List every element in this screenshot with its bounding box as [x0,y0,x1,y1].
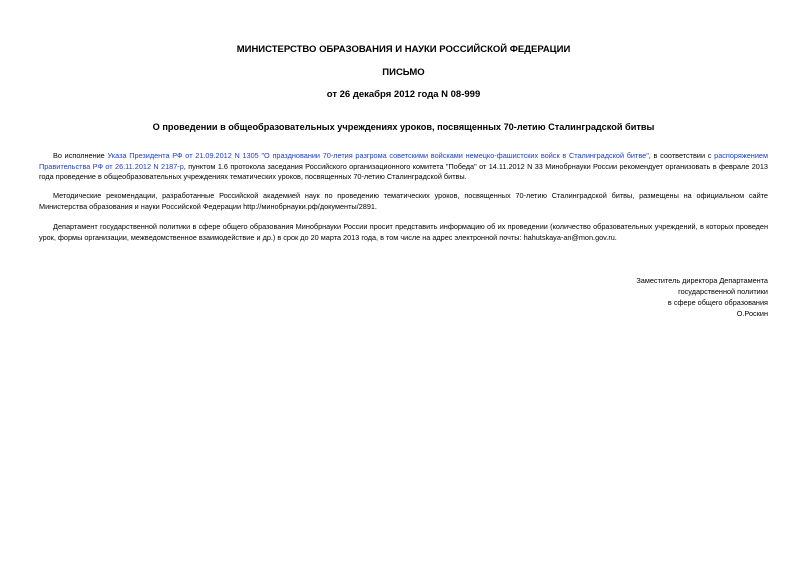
presidential-decree-link[interactable]: Указа Президента РФ от 21.09.2012 N 1305 "О праздновании 70-летия разгрома советскими войсками немецко-фашистских войск в Сталинградской битве" [107,151,649,160]
paragraph-1-text-a: Во исполнение [53,151,108,160]
document-type: ПИСЬМО [382,67,425,78]
signature-position-line-2: государственной политики [678,287,768,296]
paragraph-2: Методические рекомендации, разработанные Российской академией наук по проведению тематических уроков, посвященных 70-летию Сталинградской битвы, размещены на официальном сайте Министерства образования и науки Российской Федерации http://минобрнауки.рф/документы/2891. [39,191,768,211]
paragraph-1-text-b: , в соответствии с [648,151,715,160]
signature-block [636,275,768,319]
signature-position-line-1: Заместитель директора Департамента [636,276,768,285]
date-number: от 26 декабря 2012 года N 08-999 [326,89,481,100]
ministry-heading: МИНИСТЕРСТВО ОБРАЗОВАНИЯ И НАУКИ РОССИЙСКОЙ ФЕДЕРАЦИИ [236,44,571,55]
signature-position-line-3: в сфере общего образования [667,298,768,307]
paragraph-1-text-c: , пунктом 1.6 протокола заседания Российского организационного комитета "Победа" от 14.11.2012 N 33 Минобрнауки России рекомендует организовать в феврале 2013 года проведение в общеобразовательных учреждениях тематических уроков, посвященных 70-летию Сталинградской битвы. [39,161,768,181]
paragraph-3: Департамент государственной политики в сфере общего образования Минобрнауки России просит представить информацию об их проведении (количество образовательных учреждений, в которых проведен урок, формы организации, межведомственное взаимодействие и др.) в срок до 20 марта 2013 года, в том числе на адрес электронной почты: hahutskaya-an@mon.gov.ru. [39,222,768,242]
document-subject: О проведении в общеобразовательных учреждениях уроков, посвященных 70-летию Сталинградской битвы [152,122,655,132]
paragraph-1 [39,151,768,183]
signatory-name: О.Роскин [736,309,768,318]
government-order-link[interactable]: распоряжением Правительства РФ от 26.11.2012 N 2187-р [39,151,768,171]
